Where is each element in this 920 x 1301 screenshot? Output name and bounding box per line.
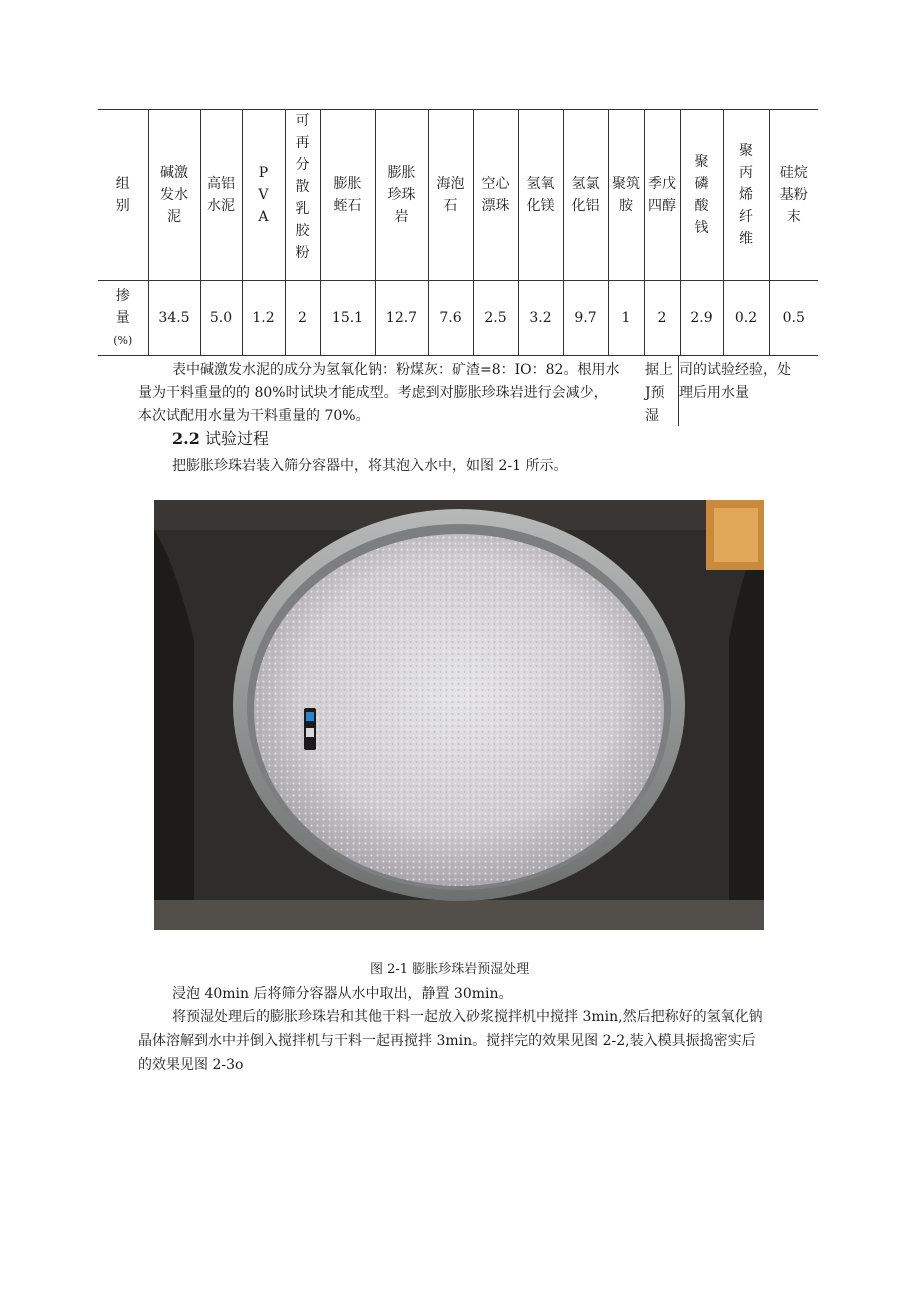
paragraph-fragment: 据上	[645, 362, 673, 378]
header-text: 碱激发水泥	[159, 165, 188, 225]
value-cell: 1	[608, 281, 644, 356]
value-cell: 34.5	[148, 281, 200, 356]
value-cell: 0.5	[769, 281, 818, 356]
section-title: 试验过程	[204, 429, 269, 448]
value-cell: 2	[285, 281, 320, 356]
header-cell	[680, 110, 723, 281]
header-cell	[608, 110, 644, 281]
header-text: 膨胀蛭石	[333, 176, 362, 214]
header-cell	[473, 110, 518, 281]
header-text: 膨胀珍珠岩	[387, 165, 416, 225]
paragraph-line: 晶体溶解到水中并倒入搅拌机与干料一起再搅拌 3min。搅拌完的效果见图 2-2,装入模具振捣密实后	[138, 1033, 756, 1049]
header-text: 可再分散乳胶粉	[295, 113, 310, 261]
paragraph-line: 的效果见图 2-3o	[138, 1057, 244, 1073]
header-cell	[320, 110, 375, 281]
paragraph-line: 将预湿处理后的膨胀珍珠岩和其他干料一起放入砂浆搅拌机中搅拌 3min,然后把称好的氢氧化钠	[172, 1009, 763, 1025]
section-number: 2.2	[172, 429, 200, 448]
value-cell: 12.7	[375, 281, 428, 356]
paragraph-fragment: 理后用水量	[679, 385, 749, 401]
header-cell	[428, 110, 473, 281]
header-text: 硅烷基粉末	[779, 165, 808, 225]
row-label-cell	[98, 281, 148, 356]
header-text: 组别	[115, 176, 130, 214]
header-text: 高铝水泥	[206, 176, 235, 214]
paragraph-line: 把膨胀珍珠岩装入筛分容器中，将其泡入水中，如图 2-1 所示。	[172, 458, 568, 474]
header-text: 聚筑胺	[611, 176, 640, 214]
header-cell	[769, 110, 818, 281]
value-cell: 0.2	[723, 281, 769, 356]
row-label: 掺量	[115, 287, 130, 326]
paragraph-fragment: 司的试验经验，处	[679, 362, 791, 378]
header-cell	[200, 110, 242, 281]
table-header-row	[98, 110, 818, 281]
section-heading	[172, 426, 269, 449]
header-text: 季戊四醇	[647, 176, 676, 214]
header-cell	[242, 110, 285, 281]
value-cell: 1.2	[242, 281, 285, 356]
value-cell: 5.0	[200, 281, 242, 356]
column-rule	[678, 356, 679, 426]
header-cell	[375, 110, 428, 281]
value-cell: 2.5	[473, 281, 518, 356]
header-text: 海泡石	[436, 176, 465, 214]
perlite-sieve-illustration	[154, 500, 764, 930]
header-text: 空心漂珠	[481, 176, 510, 214]
paragraph-line: 浸泡 40min 后将筛分容器从水中取出，静置 30min。	[172, 986, 513, 1002]
header-text: 聚丙烯纤维	[738, 143, 753, 247]
value-cell: 7.6	[428, 281, 473, 356]
paragraph-line: 表中碱激发水泥的成分为氢氧化钠：粉煤灰：矿渣=8：IO：82。根用水	[172, 362, 620, 378]
header-cell	[518, 110, 563, 281]
header-cell	[285, 110, 320, 281]
mix-proportion-table	[98, 109, 818, 356]
table-values-row	[98, 281, 818, 356]
value-cell: 15.1	[320, 281, 375, 356]
figure-photo	[154, 500, 764, 930]
row-unit: (%)	[113, 333, 133, 347]
header-text: 聚磷酸钱	[694, 154, 709, 236]
header-cell	[148, 110, 200, 281]
paragraph-line: 本次试配用水量为干料重量的 70%。	[138, 408, 370, 424]
paragraph-fragment: J预	[645, 385, 665, 401]
figure-caption: 图 2-1 膨胀珍珠岩预湿处理	[370, 962, 530, 977]
header-cell-group	[98, 110, 148, 281]
value-cell: 2.9	[680, 281, 723, 356]
header-cell	[563, 110, 608, 281]
header-text: 氢氧化镁	[526, 176, 555, 214]
header-cell	[644, 110, 680, 281]
value-cell: 3.2	[518, 281, 563, 356]
header-text: 氢氯化铝	[571, 176, 600, 214]
paragraph-fragment: 湿	[645, 408, 659, 424]
value-cell: 2	[644, 281, 680, 356]
header-cell	[723, 110, 769, 281]
header-text: PVA	[258, 165, 269, 225]
value-cell: 9.7	[563, 281, 608, 356]
paragraph-line: 量为干料重量的的 80%时试块才能成型。考虑到对膨胀珍珠岩进行会减少，	[138, 385, 608, 401]
